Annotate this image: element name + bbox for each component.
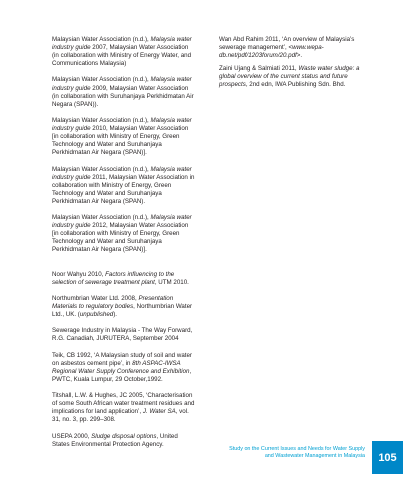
reference-italic-text: Malaysia water industry guide: [52, 76, 192, 92]
reference-text: Wan Abd Rahim 2011, ‘An overview of Malaysia’s sewerage management’, <: [219, 36, 355, 52]
reference-entry: [52, 166, 195, 206]
reference-entry: [52, 352, 195, 384]
reference-text: Sewerage Industry in Malaysia - The Way Forward, R.G. Canadiah, JURUTERA, September 2004: [52, 327, 193, 343]
reference-italic-text: Malaysia water industry guide: [52, 214, 192, 230]
reference-entry: [52, 295, 195, 319]
reference-text: , Northumbrian Water Ltd., UK. (: [52, 303, 193, 319]
reference-text: 2011, Malaysian Water Association in collaboration with Ministry of Energy, Green Technology and Water and Suruhanjaya Perkhidmatan Air Negara (SPAN).: [52, 173, 195, 205]
reference-text: 2007, Malaysian Water Association (in collaboration with Ministry of Energy Water, and Communications Malaysia): [52, 44, 192, 68]
reference-text: Titshall, L.W. & Hughes, JC 2005, ‘Characterisation of some South African water treatment residues and implications for land application’,: [52, 392, 195, 416]
reference-italic-text: Waste water sludge: a global overview of the current status and future prospects: [219, 65, 360, 89]
reference-text: , 2nd edn, IWA Publishing Sdn. Bhd.: [245, 81, 346, 89]
reference-text: ).: [113, 311, 118, 319]
reference-italic-text: 8th ASPAC-IWSA Regional Water Supply Conference and Exhibition: [52, 359, 190, 375]
reference-entry: [52, 76, 195, 108]
reference-text: Malaysian Water Association (n.d.),: [52, 214, 151, 222]
reference-italic-text: Malaysia water industry guide: [52, 165, 192, 181]
reference-text: Zaini Ujang & Salmiati 2011,: [219, 65, 299, 73]
reference-text: Northumbrian Water Ltd. 2008,: [52, 295, 139, 302]
reference-entry: [52, 214, 195, 254]
reference-italic-text: Presentation Materials to regulatory bodies: [52, 295, 174, 311]
reference-entry: [219, 65, 369, 89]
reference-text: 2012, Malaysian Water Association [in collaboration with Ministry of Energy, Green Technology and Water and Suruhanjaya Perkhidmatan Air Negara (SPAN)].: [52, 222, 189, 254]
reference-italic-text: Factors influencing to the selection of sewerage treatment plant: [52, 270, 175, 286]
reference-entry: [52, 327, 195, 343]
reference-italic-text: Malaysia water industry guide: [52, 116, 192, 133]
reference-text: , UTM 2010.: [154, 278, 189, 286]
reference-text: Noor Wahyu 2010,: [52, 270, 106, 278]
reference-text: , United States Environmental Protection Agency.: [52, 432, 178, 448]
reference-text: Teik, CB 1992, ‘A Malaysian study of soil and water on asbestos cement pipe’, in: [52, 351, 192, 367]
reference-italic-text: Malaysia water industry guide: [52, 36, 192, 52]
reference-text: , vol. 31, no. 3, pp. 299–308.: [52, 408, 189, 424]
reference-entry: [219, 36, 369, 60]
reference-text: Malaysian Water Association (n.d.),: [52, 165, 151, 173]
reference-text: USEPA 2000,: [52, 432, 92, 440]
reference-entry: [52, 271, 195, 287]
reference-list-right: [219, 36, 369, 90]
reference-entry: [52, 117, 195, 157]
reference-italic-text: www.wepa-db.net/pdf/1203forum/20.pdf: [219, 44, 324, 60]
reference-entry: [52, 392, 195, 424]
footer-title-line-2: and Wastewater Management in Malaysia: [264, 453, 365, 459]
page-number: 105: [372, 441, 403, 474]
reference-text: , PWTC, Kuala Lumpur, 29 October,1992.: [52, 367, 192, 383]
reference-list-left: [52, 36, 195, 449]
reference-text: 2010, Malaysian Water Association [in collaboration with Ministry of Energy, Green Technology and Water and Suruhanjaya Perkhidmatan Air Negara (SPAN)].: [52, 125, 189, 157]
reference-text: 2009, Malaysian Water Association (in collaboration with Suruhanjaya Perkhidmatan Air Negara (SPAN)).: [52, 84, 194, 108]
reference-text: Malaysian Water Association (n.d.),: [52, 76, 151, 84]
reference-entry: [52, 36, 195, 68]
reference-entry: [52, 433, 195, 449]
reference-text: Malaysian Water Association (n.d.),: [52, 116, 151, 124]
footer-title: [200, 446, 365, 460]
reference-italic-text: unpublished: [79, 311, 114, 319]
footer-title-line-1: Study on the Current Issues and Needs for Water Supply: [229, 446, 365, 452]
reference-italic-text: J. Water SA: [142, 408, 176, 416]
reference-text: >.: [296, 52, 303, 60]
reference-italic-text: Sludge disposal options: [91, 432, 157, 440]
reference-text: Malaysian Water Association (n.d.),: [52, 36, 151, 43]
